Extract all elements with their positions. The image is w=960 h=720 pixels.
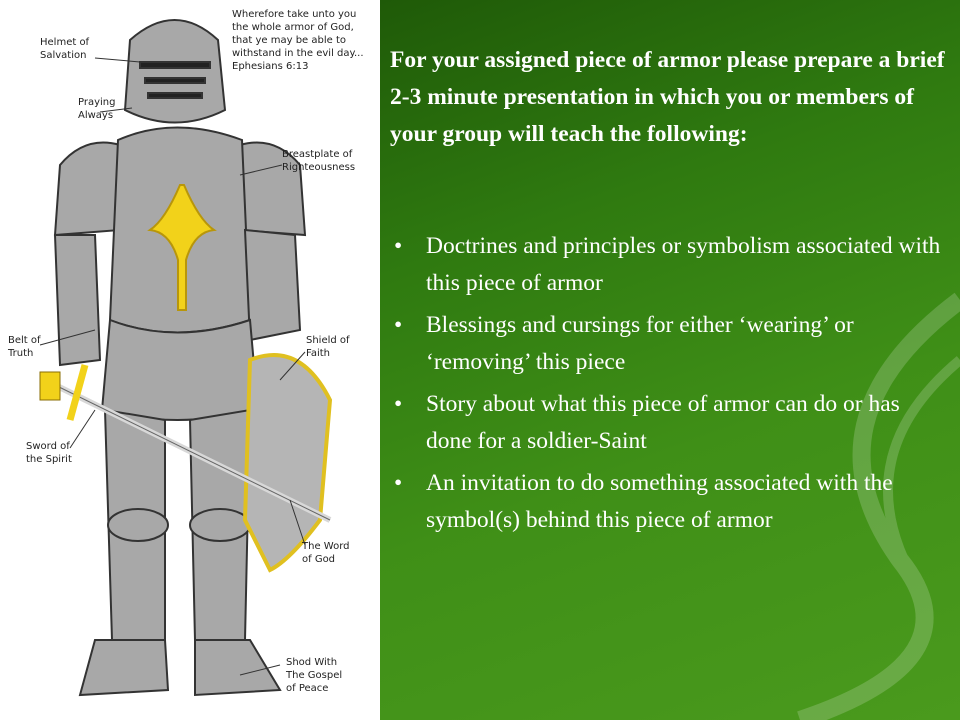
label-breastplate [282,148,355,174]
label-shod [286,656,342,695]
tassets [102,320,258,420]
bullet-text: An invitation to do something associated with the symbol(s) behind this piece of armor [426,470,893,533]
bullet-icon: • [394,233,403,259]
left-arm [55,235,100,365]
scripture-quote [232,8,364,73]
label-line: The Gospel [286,670,343,681]
label-line: Shod With [286,657,338,668]
label-line: Salvation [40,50,87,61]
label-line: Helmet of [40,37,90,48]
right-sabaton [195,640,280,695]
label-line: Faith [306,348,330,359]
quote-line: Wherefore take unto you [232,9,357,20]
label-sword [26,440,72,466]
bullet-icon: • [394,391,403,417]
label-line: of God [302,554,336,565]
bullet-icon: • [394,470,403,496]
label-word-of-god [302,540,349,566]
label-line: Shield of [306,335,350,346]
list-item [390,307,950,381]
shield-shape [245,355,330,570]
knight-illustration [0,0,380,720]
label-line: The Word [302,541,350,552]
bullet-text: Doctrines and principles or symbolism associated with this piece of armor [426,233,941,296]
quote-line: withstand in the evil day... [232,48,364,59]
label-line: Always [78,110,114,121]
label-helmet [40,36,89,62]
bullet-text: Story about what this piece of armor can do or has done for a soldier-Saint [426,391,900,454]
visor-slit [140,62,210,68]
label-line: Sword of [26,441,70,452]
quote-reference: Ephesians 6:13 [232,61,309,72]
label-line: Praying [78,97,116,108]
label-line: the Spirit [26,454,72,465]
right-arm [245,230,300,340]
label-belt [8,334,41,360]
quote-line: the whole armor of God, [232,22,354,33]
label-praying [78,96,115,122]
label-line: Belt of [8,335,41,346]
label-line: Truth [8,348,34,359]
label-line: Righteousness [282,162,356,173]
list-item [390,386,950,460]
list-item [390,465,950,539]
quote-line: that ye may be able to [232,35,347,46]
slide-heading: For your assigned piece of armor please prepare a brief 2-3 minute presentation in which you or members of your group will teach the following: [390,47,945,147]
bullet-text: Blessings and cursings for either ‘wearing’ or ‘removing’ this piece [426,312,854,375]
label-shield [306,334,350,360]
bullet-icon: • [394,312,403,338]
left-sabaton [80,640,168,695]
label-line: of Peace [286,683,329,694]
illustration-panel [0,0,380,720]
bullet-list [390,228,950,544]
left-pauldron [55,143,120,236]
label-line: Breastplate of [282,149,353,160]
list-item [390,228,950,302]
helmet-shape [125,20,225,123]
